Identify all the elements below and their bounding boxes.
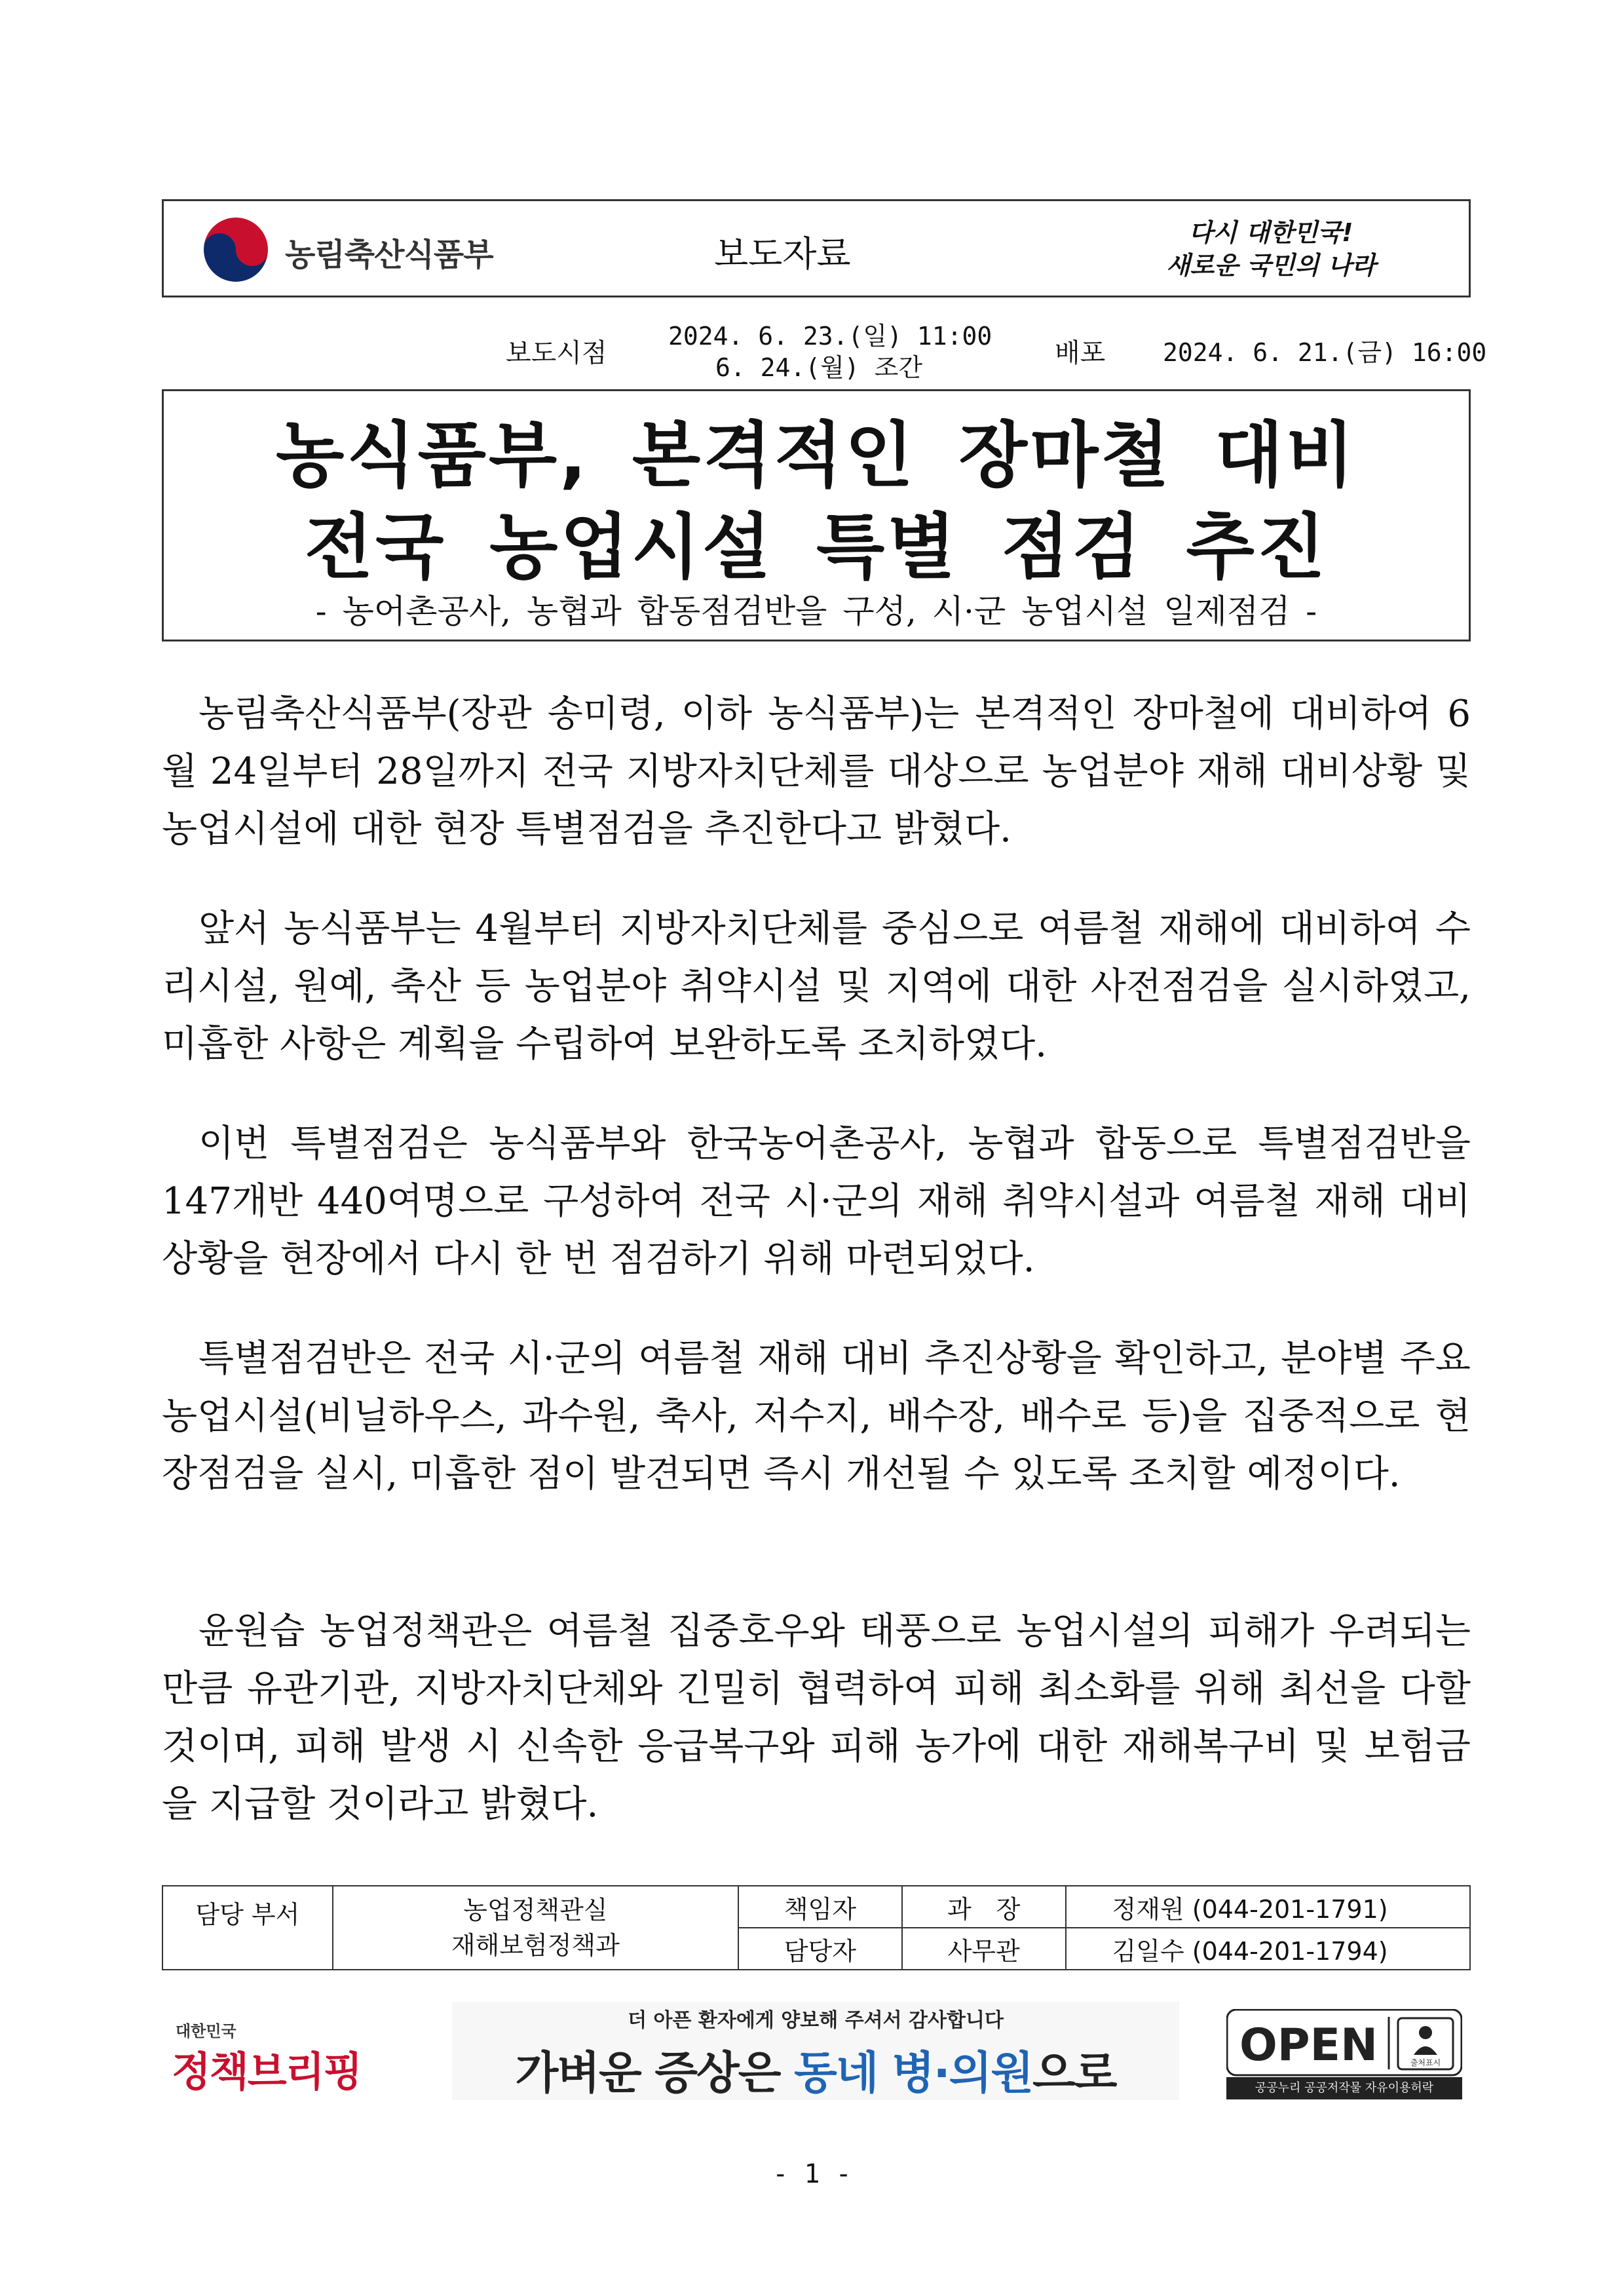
contact-person: 김일수 (044-201-1794)	[1066, 1928, 1470, 1970]
dept-name-line-2: 재해보험정책과	[451, 1931, 620, 1960]
banner-main-highlight: 동네 병·의원	[794, 2048, 1033, 2099]
release-time-line-1: 2024. 6. 23.(일) 11:00	[668, 322, 992, 351]
contact-title: 사무관	[902, 1928, 1066, 1970]
dept-name	[333, 1886, 738, 1970]
open-logo-text: OPEN	[1239, 2019, 1378, 2071]
table-row	[162, 1886, 1470, 1928]
contact-title: 과 장	[902, 1886, 1066, 1928]
banner-main-part-a: 가벼운 증상은	[515, 2048, 795, 2099]
slogan-line-2: 새로운 국민의 나라	[1165, 251, 1376, 280]
open-badge-label: 출처표시	[1410, 2058, 1441, 2067]
briefing-logo-text: 정책브리핑	[172, 2048, 362, 2095]
taegeuk-logo-icon	[200, 214, 272, 286]
release-label: 보도시점	[506, 338, 607, 368]
briefing-logo	[172, 2039, 361, 2097]
slogan-line-1: 다시 대한민국!	[1188, 218, 1353, 247]
body-paragraph: 앞서 농식품부는 4월부터 지방자치단체를 중심으로 여름철 재해에 대비하여 수리시설, 원예, 축산 등 농업분야 취약시설 및 지역에 대한 사전점검을 실시하였고, 미흡한 사항은 계획을 수립하여 보완하도록 조치하였다.	[162, 908, 1471, 1065]
subtitle: - 농어촌공사, 농협과 합동점검반을 구성, 시·군 농업시설 일제점검 -	[315, 592, 1317, 630]
banner-main-part-c: 으로	[1032, 2048, 1116, 2099]
slogan-calligraphy	[1114, 211, 1428, 283]
page-number: - 1 -	[772, 2159, 852, 2189]
headline-line-2: 전국 농업시설 특별 점검 추진	[304, 507, 1329, 588]
dept-name-line-1: 농업정책관실	[463, 1896, 608, 1924]
dept-label: 담당 부서	[162, 1886, 333, 1970]
contact-person: 정재원 (044-201-1791)	[1066, 1886, 1470, 1928]
open-license-caption: 공공누리 공공저작물 자유이용허락	[1226, 2077, 1462, 2099]
banner-top-text: 더 아픈 환자에게 양보해 주셔서 감사합니다	[628, 2009, 1004, 2032]
contact-table	[162, 1885, 1471, 1970]
body-paragraph: 농림축산식품부(장관 송미령, 이하 농식품부)는 본격적인 장마철에 대비하여 6월 24일부터 28일까지 전국 지방자치단체를 대상으로 농업분야 재해 대비상황 및 농업시설에 대한 현장 특별점검을 추진한다고 밝혔다.	[162, 693, 1471, 851]
body-paragraph: 윤원습 농업정책관은 여름철 집중호우와 태풍으로 농업시설의 피해가 우려되는 만큼 유관기관, 지방자치단체와 긴밀히 협력하여 피해 최소화를 위해 최선을 다할 것이며, 피해 발생 시 신속한 응급복구와 피해 농가에 대한 재해복구비 및 보험금을 지급할 것이라고 밝혔다.	[162, 1610, 1471, 1826]
contact-role: 담당자	[738, 1928, 902, 1970]
briefing-logo-small-text: 대한민국	[176, 2022, 236, 2040]
contact-role: 책임자	[738, 1886, 902, 1928]
banner-main-text	[452, 2038, 1179, 2101]
document-type: 보도자료	[714, 233, 851, 275]
body-paragraph: 특별점검반은 전국 시·군의 여름철 재해 대비 추진상황을 확인하고, 분야별 주요 농업시설(비닐하우스, 과수원, 축사, 저수지, 배수장, 배수로 등)을 집중적으로 현장점검을 실시, 미흡한 점이 발견되면 즉시 개선될 수 있도록 조치할 예정이다.	[162, 1337, 1471, 1495]
distribution-time: 2024. 6. 21.(금) 16:00	[1163, 338, 1487, 367]
release-time-line-2: 6. 24.(월) 조간	[715, 353, 923, 382]
body-paragraph: 이번 특별점검은 농식품부와 한국농어촌공사, 농협과 합동으로 특별점검반을 147개반 440여명으로 구성하여 전국 시·군의 재해 취약시설과 여름철 재해 대비 상황을 현장에서 다시 한 번 점검하기 위해 마련되었다.	[162, 1122, 1471, 1280]
headline-line-1: 농식품부, 본격적인 장마철 대비	[275, 415, 1357, 497]
ministry-name: 농림축산식품부	[285, 237, 493, 273]
distribution-label: 배포	[1055, 338, 1106, 368]
